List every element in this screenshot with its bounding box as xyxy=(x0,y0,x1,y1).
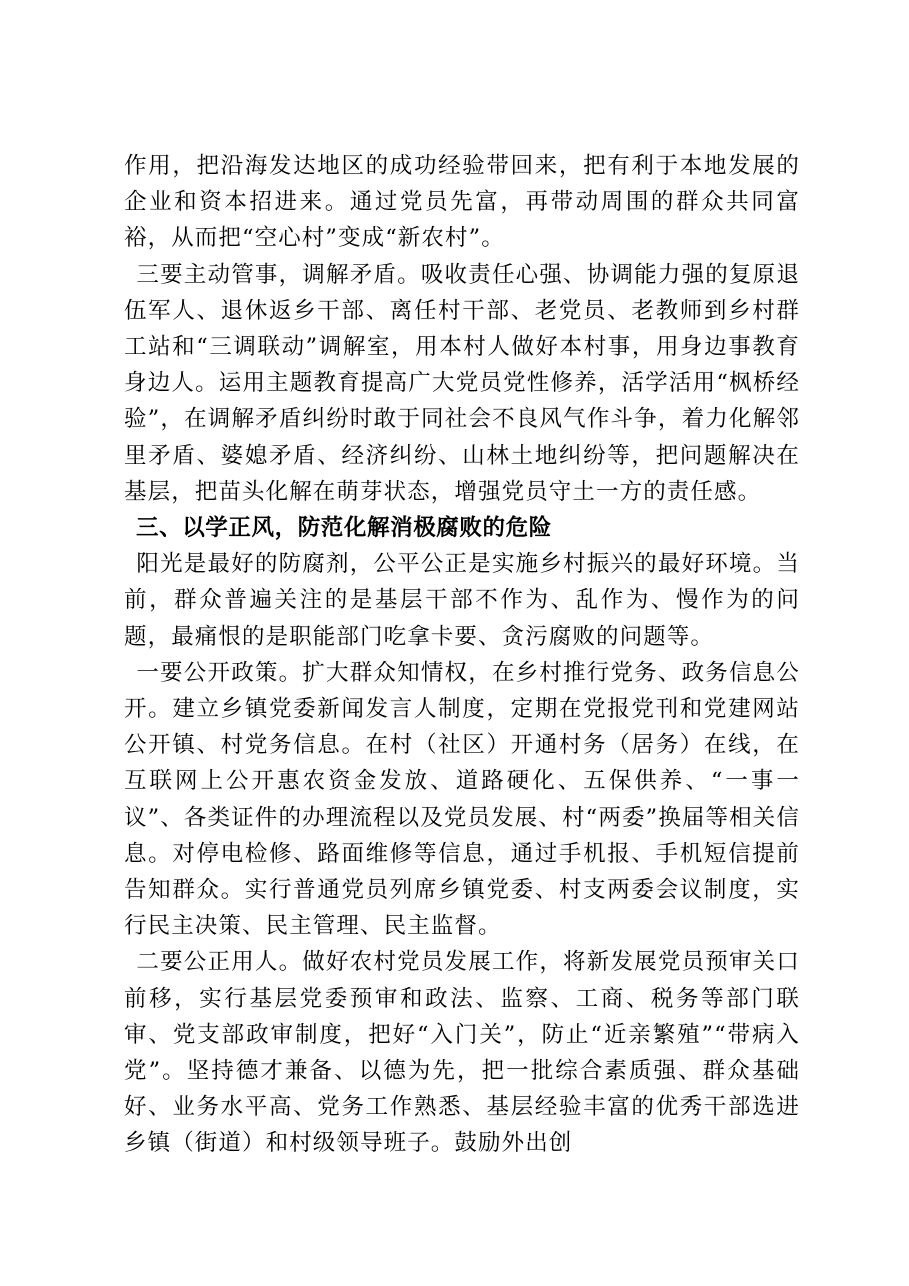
document-body xyxy=(124,148,800,1162)
paragraph-continued: 作用，把沿海发达地区的成功经验带回来，把有利于本地发展的企业和资本招进来。通过党员先富，再带动周围的群众共同富裕，从而把“空心村”变成“新农村”。 xyxy=(124,153,800,252)
paragraph-intro: 阳光是最好的防腐剂，公平公正是实施乡村振兴的最好环境。当前，群众普遍关注的是基层干部不作为、乱作为、慢作为的问题，最痛恨的是职能部门吃拿卡要、贪污腐败的问题等。 xyxy=(124,551,800,650)
section-heading: 三、以学正风，防范化解消极腐败的危险 xyxy=(136,515,552,542)
paragraph-point-one: 一要公开政策。扩大群众知情权，在乡村推行党务、政务信息公开。建立乡镇党委新闻发言人制度，定期在党报党刊和党建网站公开镇、村党务信息。在村（社区）开通村务（居务）在线，在互联网上公开惠农资金发放、道路硬化、五保供养、“一事一议”、各类证件的办理流程以及党员发展、村“两委”换届等相关信息。对停电检修、路面维修等信息，通过手机报、手机短信提前告知群众。实行普通党员列席乡镇党委、村支两委会议制度，实行民主决策、民主管理、民主监督。 xyxy=(124,659,800,940)
paragraph-point-three: 三要主动管事，调解矛盾。吸收责任心强、协调能力强的复原退伍军人、退休返乡干部、离任村干部、老党员、老教师到乡村群工站和“三调联动”调解室，用本村人做好本村事，用身边事教育身边人。运用主题教育提高广大党员党性修养，活学活用“枫桥经验”，在调解矛盾纠纷时敢于同社会不良风气作斗争，着力化解邻里矛盾、婆媳矛盾、经济纠纷、山林土地纠纷等，把问题解决在基层，把苗头化解在萌芽状态，增强党员守土一方的责任感。 xyxy=(124,261,800,505)
paragraph-point-two: 二要公正用人。做好农村党员发展工作，将新发展党员预审关口前移，实行基层党委预审和政法、监察、工商、税务等部门联审、党支部政审制度，把好“入门关”，防止“近亲繁殖”“带病入党”。坚持德才兼备、以德为先，把一批综合素质强、群众基础好、业务水平高、党务工作熟悉、基层经验丰富的优秀干部选进乡镇（街道）和村级领导班子。鼓励外出创 xyxy=(124,949,800,1157)
